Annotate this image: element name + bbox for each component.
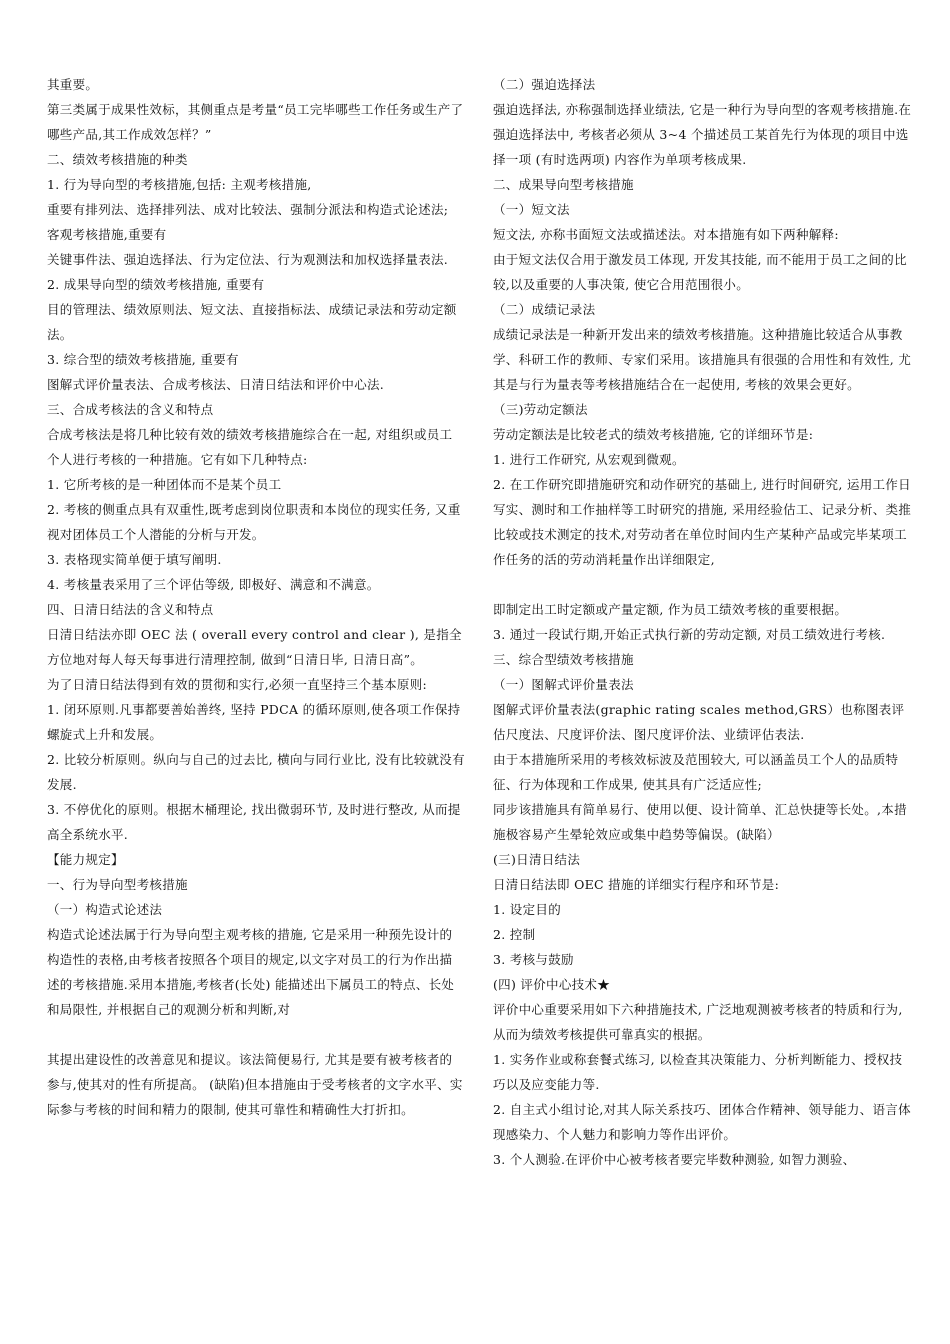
text-line: 1. 行为导向型的考核措施,包括: 主观考核措施,	[47, 177, 312, 192]
text-line: 2. 控制	[493, 927, 536, 942]
text-line: （二）成绩记录法	[493, 302, 596, 317]
text-line: 3. 综合型的绩效考核措施, 重要有	[47, 352, 239, 367]
text-line: 强迫选择法, 亦称强制选择业绩法, 它是一种行为导向型的客观考核措施.在强迫选择法中, 考核者必须从 3~4 个描述员工某首先行为体现的项目中选择一项 (有时选两项) 内容作为单项考核成果.	[493, 102, 912, 167]
text-line: 为了日清日结法得到有效的贯彻和实行,必须一直坚持三个基本原则:	[47, 677, 427, 692]
text-line: 二、绩效考核措施的种类	[47, 152, 188, 167]
text-line: 目的管理法、绩效原则法、短文法、直接指标法、成绩记录法和劳动定额法。	[47, 302, 457, 342]
text-line: 3. 个人测验.在评价中心被考核者要完毕数种测验, 如智力测验、	[493, 1152, 856, 1167]
text-line: 图解式评价量表法、合成考核法、日清日结法和评价中心法.	[47, 377, 385, 392]
text-line: 2. 成果导向型的绩效考核措施, 重要有	[47, 277, 265, 292]
text-line: 4. 考核量表采用了三个评估等级, 即极好、满意和不满意。	[47, 577, 380, 592]
text-line: 其提出建设性的改善意见和提议。该法简便易行, 尤其是要有被考核者的参与,使其对的性有所提高。 (缺陷)但本措施由于受考核者的文字水平、实际参与考核的时间和精力的限制, 使其可靠性和精确性大打折扣。	[47, 1052, 463, 1117]
right-column	[493, 72, 913, 1172]
left-column-section-2	[47, 1047, 465, 1122]
text-line: 1. 设定目的	[493, 902, 561, 917]
text-line: 劳动定额法是比较老式的绩效考核措施, 它的详细环节是:	[493, 427, 814, 442]
text-line: 日清日结法即 OEC 措施的详细实行程序和环节是:	[493, 877, 780, 892]
text-line: 即制定出工时定额或产量定额, 作为员工绩效考核的重要根据。	[493, 602, 848, 617]
text-line: 1. 它所考核的是一种团体而不是某个员工	[47, 477, 282, 492]
text-line: （二）强迫选择法	[493, 77, 596, 92]
section-gap	[493, 572, 913, 597]
left-column	[47, 72, 465, 1122]
text-line: 由于短文法仅合用于激发员工体现, 开发其技能, 而不能用于员工之间的比较,以及重要的人事决策, 使它合用范围很小。	[493, 252, 907, 292]
text-line: 2. 比较分析原则。纵向与自己的过去比, 横向与同行业比, 没有比较就没有发展.	[47, 752, 465, 792]
text-line: （三)劳动定额法	[493, 402, 588, 417]
left-column-section-1	[47, 72, 465, 1022]
text-line: 关键事件法、强迫选择法、行为定位法、行为观测法和加权选择量表法.	[47, 252, 449, 267]
text-line: 评价中心重要采用如下六种措施技术, 广泛地观测被考核者的特质和行为, 从而为绩效考核提供可靠真实的根据。	[493, 1002, 907, 1042]
text-line: 二、成果导向型考核措施	[493, 177, 634, 192]
text-line: 客观考核措施,重要有	[47, 227, 167, 242]
text-line: 短文法, 亦称书面短文法或描述法。对本措施有如下两种解释:	[493, 227, 839, 242]
text-line: 1. 进行工作研究, 从宏观到微观。	[493, 452, 685, 467]
text-line: （一）短文法	[493, 202, 570, 217]
text-line: 一、行为导向型考核措施	[47, 877, 188, 892]
text-line: 3. 表格现实简单便于填写阐明.	[47, 552, 222, 567]
text-line: 3. 不停优化的原则。根据木桶理论, 找出微弱环节, 及时进行整改, 从而提高全系统水平.	[47, 802, 461, 842]
section-gap	[47, 1022, 465, 1047]
text-line: 2. 考核的侧重点具有双重性,既考虑到岗位职责和本岗位的现实任务, 又重视对团体员工个人潜能的分析与开发。	[47, 502, 461, 542]
text-line: 2. 在工作研究即措施研究和动作研究的基础上, 进行时间研究, 运用工作日写实、测时和工作抽样等工时研究的措施, 采用经验估工、记录分析、类推比较或技术测定的技术,对劳动者在单位时间内生产某种产品或完毕某项工作任务的活的劳动消耗量作出详细限定,	[493, 477, 912, 567]
text-line: 构造式论述法属于行为导向型主观考核的措施, 它是采用一种预先设计的构造性的表格,由考核者按照各个项目的规定,以文字对员工的行为作出描述的考核措施.采用本措施,考核者(长处) 能描述出下属员工的特点、长处和局限性, 并根据自己的观测分析和判断,对	[47, 927, 455, 1017]
text-line: (四) 评价中心技术★	[493, 977, 611, 992]
text-line: 重要有排列法、选择排列法、成对比较法、强制分派法和构造式论述法;	[47, 202, 449, 217]
text-line: （一）构造式论述法	[47, 902, 163, 917]
text-line: （一）图解式评价量表法	[493, 677, 634, 692]
text-line: 成绩记录法是一种新开发出来的绩效考核措施。这种措施比较适合从事教学、科研工作的教师、专家们采用。该措施具有很强的合用性和有效性, 尤其是与行为量表等考核措施结合在一起使用, 考核的效果会更好。	[493, 327, 912, 392]
text-line: 四、日清日结法的含义和特点	[47, 602, 214, 617]
text-line: (三)日清日结法	[493, 852, 581, 867]
text-line: 图解式评价量表法(graphic rating scales method,GRS）也称图表评估尺度法、尺度评价法、图尺度评价法、业绩评估表法.	[493, 702, 905, 742]
text-line: 第三类属于成果性效标，其侧重点是考量“员工完毕哪些工作任务或生产了哪些产品,其工作成效怎样？”	[47, 102, 464, 142]
right-column-section-2	[493, 597, 913, 1172]
text-line: 1. 实务作业或称套餐式练习, 以检查其决策能力、分析判断能力、授权技巧以及应变能力等.	[493, 1052, 903, 1092]
text-line: 合成考核法是将几种比较有效的绩效考核措施综合在一起, 对组织或员工个人进行考核的一种措施。它有如下几种特点:	[47, 427, 453, 467]
text-line: 3. 通过一段试行期,开始正式执行新的劳动定额, 对员工绩效进行考核.	[493, 627, 886, 642]
right-column-section-1	[493, 72, 913, 572]
text-line: 其重要。	[47, 77, 99, 92]
text-line: 日清日结法亦即 OEC 法 ( overall every control and clear ), 是指全方位地对每人每天每事进行清理控制, 做到“日清日毕, 日清日高”。	[47, 627, 462, 667]
text-line: 【能力规定】	[47, 852, 124, 867]
text-line: 2. 自主式小组讨论,对其人际关系技巧、团体合作精神、领导能力、语言体现感染力、个人魅力和影响力等作出评价。	[493, 1102, 911, 1142]
text-line: 3. 考核与鼓励	[493, 952, 574, 967]
text-line: 1. 闭环原则.凡事都要善始善终, 坚持 PDCA 的循环原则,使各项工作保持螺旋式上升和发展。	[47, 702, 461, 742]
text-line: 三、综合型绩效考核措施	[493, 652, 634, 667]
text-line: 三、合成考核法的含义和特点	[47, 402, 214, 417]
text-line: 由于本措施所采用的考核效标波及范围较大, 可以涵盖员工个人的品质特征、行为体现和工作成果, 使其具有广泛适应性;	[493, 752, 899, 792]
text-line: 同步该措施具有简单易行、使用以便、设计简单、汇总快捷等长处。,本措施极容易产生晕轮效应或集中趋势等偏误。(缺陷）	[493, 802, 907, 842]
